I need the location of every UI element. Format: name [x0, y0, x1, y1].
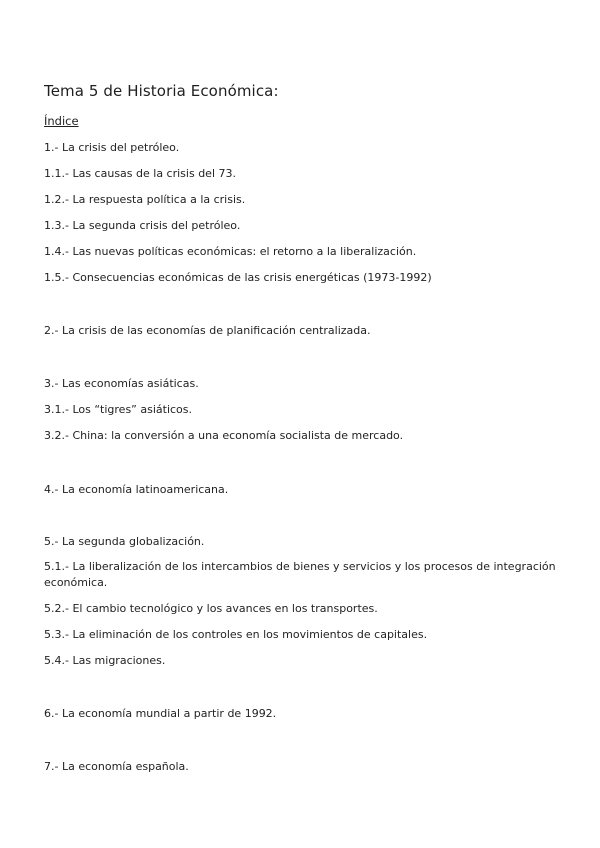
index-entry: 6.- La economía mundial a partir de 1992. — [44, 707, 277, 720]
index-entry: 1.4.- Las nuevas políticas económicas: el retorno a la liberalización. — [44, 245, 417, 258]
index-entry: 4.- La economía latinoamericana. — [44, 483, 229, 496]
index-heading: Índice — [44, 114, 79, 128]
index-entry: 2.- La crisis de las economías de planificación centralizada. — [44, 324, 371, 337]
document-title: Tema 5 de Historia Económica: — [44, 82, 279, 100]
index-entry: 3.1.- Los “tigres” asiáticos. — [44, 403, 193, 416]
index-entry: 5.4.- Las migraciones. — [44, 654, 166, 667]
index-entry: 1.2.- La respuesta política a la crisis. — [44, 193, 246, 206]
index-entry: 5.2.- El cambio tecnológico y los avances en los transportes. — [44, 602, 378, 615]
index-entry: 1.- La crisis del petróleo. — [44, 141, 180, 154]
index-entry: 5.1.- La liberalización de los intercambios de bienes y servicios y los procesos de integración económica. — [44, 560, 556, 589]
index-entry: 3.2.- China: la conversión a una economía socialista de mercado. — [44, 429, 404, 442]
index-entry: 1.5.- Consecuencias económicas de las crisis energéticas (1973-1992) — [44, 271, 432, 284]
index-entry: 5.3.- La eliminación de los controles en los movimientos de capitales. — [44, 628, 428, 641]
index-entry: 5.- La segunda globalización. — [44, 535, 205, 548]
index-entry: 1.1.- Las causas de la crisis del 73. — [44, 167, 236, 180]
index-entry: 1.3.- La segunda crisis del petróleo. — [44, 219, 241, 232]
index-entry: 3.- Las economías asiáticas. — [44, 377, 199, 390]
index-entry: 7.- La economía española. — [44, 760, 189, 773]
